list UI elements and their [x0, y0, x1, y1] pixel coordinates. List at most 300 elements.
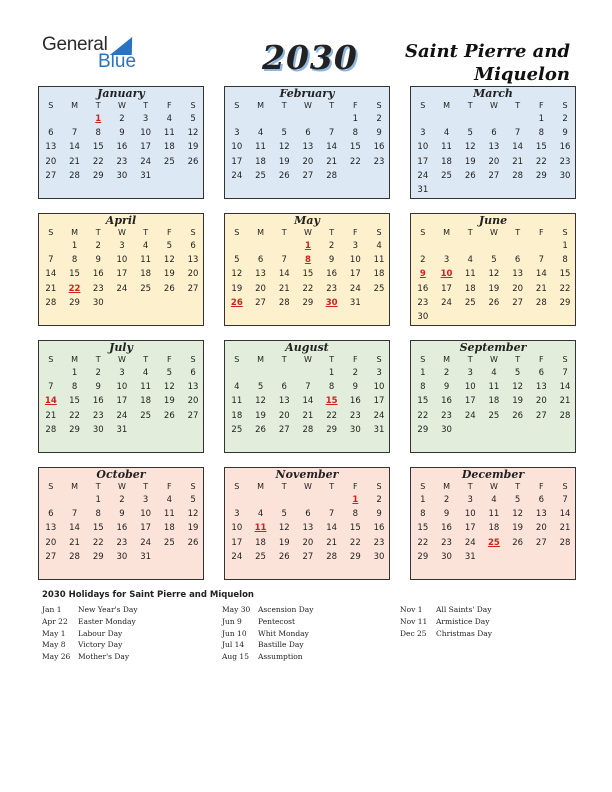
- day-cell: 24: [373, 410, 385, 421]
- day-cell: 27: [535, 537, 547, 548]
- month-title: January: [97, 87, 145, 100]
- holiday-day-cell: 1: [95, 114, 102, 124]
- day-cell: 17: [373, 396, 385, 407]
- holiday-date: May 1: [42, 628, 66, 638]
- day-cell: 9: [562, 128, 568, 139]
- day-cell: 28: [69, 551, 80, 562]
- holiday-name: All Saints' Day: [436, 605, 492, 614]
- day-cell: 6: [514, 255, 521, 266]
- day-cell: 29: [92, 551, 104, 562]
- day-cell: 24: [441, 297, 452, 308]
- weekday-header: W: [489, 355, 498, 364]
- day-cell: 27: [45, 170, 57, 181]
- day-cell: 2: [328, 241, 335, 251]
- day-cell: 23: [373, 156, 385, 167]
- day-cell: 11: [140, 382, 152, 393]
- weekday-header: S: [234, 355, 240, 364]
- day-cell: 8: [95, 128, 101, 139]
- weekday-header: T: [515, 355, 521, 364]
- day-cell: 20: [255, 283, 266, 294]
- day-cell: 10: [140, 128, 152, 139]
- day-cell: 31: [116, 424, 128, 435]
- day-cell: 26: [512, 410, 524, 421]
- holiday-day-cell: 1: [352, 495, 359, 505]
- day-cell: 8: [538, 128, 545, 139]
- day-cell: 4: [467, 255, 473, 266]
- day-cell: 29: [417, 551, 429, 562]
- day-cell: 17: [140, 142, 152, 153]
- day-cell: 26: [512, 537, 524, 548]
- day-cell: 18: [464, 283, 476, 294]
- month-july: [38, 340, 204, 453]
- weekday-header: S: [562, 228, 568, 237]
- month-title: October: [96, 468, 146, 481]
- day-cell: 28: [326, 170, 338, 181]
- holiday-row: [400, 616, 492, 628]
- day-cell: 28: [559, 410, 571, 421]
- day-cell: 17: [140, 523, 152, 534]
- weekday-header: F: [539, 101, 544, 110]
- day-cell: 13: [187, 382, 199, 393]
- day-cell: 17: [116, 269, 128, 280]
- day-cell: 13: [302, 142, 314, 153]
- day-cell: 8: [562, 255, 568, 266]
- weekday-header: S: [376, 482, 382, 491]
- day-cell: 23: [116, 537, 128, 548]
- day-cell: 23: [92, 283, 104, 294]
- day-cell: 19: [278, 156, 290, 167]
- day-cell: 12: [231, 269, 243, 280]
- day-cell: 23: [441, 410, 452, 421]
- weekday-header: W: [303, 482, 312, 491]
- day-cell: 5: [166, 241, 173, 251]
- day-cell: 24: [349, 283, 361, 294]
- day-cell: 21: [559, 523, 571, 534]
- month-title: February: [279, 87, 335, 100]
- day-cell: 1: [71, 368, 78, 378]
- holiday-date: Jul 14: [222, 640, 245, 650]
- day-cell: 24: [140, 537, 152, 548]
- day-cell: 4: [443, 128, 450, 139]
- day-cell: 9: [443, 382, 450, 393]
- holiday-name: Victory Day: [78, 640, 123, 650]
- day-cell: 4: [166, 114, 173, 124]
- day-cell: 25: [231, 424, 243, 435]
- day-cell: 19: [278, 537, 290, 548]
- country-title: Saint Pierre and Miquelon: [404, 41, 570, 85]
- day-cell: 27: [187, 283, 199, 294]
- day-cell: 5: [491, 255, 497, 266]
- day-cell: 19: [163, 269, 175, 280]
- day-cell: 2: [376, 114, 382, 124]
- day-cell: 13: [45, 523, 57, 534]
- day-cell: 18: [441, 156, 452, 167]
- weekday-header: S: [48, 482, 54, 491]
- day-cell: 29: [417, 424, 429, 435]
- day-cell: 30: [349, 424, 361, 435]
- holiday-row: [400, 628, 492, 640]
- weekday-header: T: [95, 355, 101, 364]
- weekday-header: T: [467, 228, 473, 237]
- weekday-header: T: [143, 228, 149, 237]
- month-title: August: [285, 341, 329, 354]
- holiday-name: Armistice Day: [436, 616, 490, 626]
- weekday-header: M: [71, 482, 78, 491]
- day-cell: 18: [255, 537, 266, 548]
- day-cell: 16: [441, 396, 452, 407]
- day-cell: 4: [257, 509, 264, 520]
- day-cell: 30: [441, 551, 452, 562]
- day-cell: 12: [278, 523, 290, 534]
- holiday-row: [222, 604, 313, 616]
- weekday-header: S: [420, 482, 426, 491]
- day-cell: 23: [373, 537, 385, 548]
- day-cell: 8: [420, 509, 426, 520]
- holiday-date: Dec 25: [400, 628, 427, 638]
- day-cell: 6: [491, 128, 497, 139]
- day-cell: 28: [45, 297, 57, 308]
- day-cell: 26: [488, 297, 500, 308]
- day-cell: 30: [559, 170, 571, 181]
- weekday-header: S: [190, 101, 196, 110]
- day-cell: 17: [349, 269, 361, 280]
- day-cell: 6: [48, 509, 54, 520]
- day-cell: 9: [352, 382, 359, 393]
- day-cell: 16: [92, 269, 104, 280]
- day-cell: 22: [302, 283, 314, 294]
- day-cell: 6: [305, 509, 311, 520]
- day-cell: 9: [443, 509, 450, 520]
- holiday-row: [42, 616, 138, 628]
- day-cell: 2: [95, 368, 101, 378]
- day-cell: 18: [140, 396, 152, 407]
- day-cell: 6: [257, 255, 264, 266]
- weekday-header: T: [467, 101, 473, 110]
- weekday-header: F: [167, 101, 172, 110]
- day-cell: 19: [512, 396, 524, 407]
- day-cell: 6: [190, 368, 196, 378]
- day-cell: 21: [302, 410, 314, 421]
- day-cell: 14: [559, 509, 571, 520]
- day-cell: 14: [69, 523, 80, 534]
- day-cell: 6: [48, 128, 54, 139]
- day-cell: 31: [349, 297, 361, 308]
- day-cell: 18: [488, 523, 500, 534]
- holiday-name: Easter Monday: [78, 616, 136, 626]
- weekday-header: F: [353, 101, 358, 110]
- weekday-header: S: [48, 355, 54, 364]
- day-cell: 13: [488, 142, 500, 153]
- holiday-date: May 8: [42, 640, 66, 650]
- holiday-name: Assumption: [258, 652, 303, 662]
- weekday-header: T: [95, 228, 101, 237]
- weekday-header: T: [329, 228, 335, 237]
- day-cell: 3: [443, 255, 450, 266]
- holiday-name: Labour Day: [78, 628, 123, 638]
- day-cell: 2: [443, 495, 450, 505]
- weekday-header: F: [539, 482, 544, 491]
- day-cell: 15: [69, 269, 80, 280]
- weekday-header: F: [167, 482, 172, 491]
- holiday-date: Apr 22: [42, 616, 68, 626]
- day-cell: 1: [562, 241, 568, 251]
- day-cell: 3: [420, 128, 426, 139]
- day-cell: 16: [441, 523, 452, 534]
- holiday-date: Jun 10: [222, 628, 247, 638]
- weekday-header: F: [353, 228, 358, 237]
- day-cell: 12: [464, 142, 476, 153]
- day-cell: 2: [95, 241, 101, 251]
- day-cell: 29: [349, 551, 361, 562]
- calendar-year: 2030: [262, 38, 358, 77]
- logo-blue-text: Blue: [98, 51, 137, 72]
- day-cell: 15: [69, 396, 80, 407]
- weekday-header: M: [443, 228, 450, 237]
- day-cell: 2: [119, 114, 125, 124]
- day-cell: 28: [512, 170, 524, 181]
- day-cell: 25: [163, 156, 175, 167]
- day-cell: 6: [305, 128, 311, 139]
- holiday-date: Aug 15: [222, 652, 249, 662]
- day-cell: 23: [559, 156, 571, 167]
- weekday-header: F: [353, 482, 358, 491]
- weekday-header: S: [420, 228, 426, 237]
- weekday-header: F: [167, 228, 172, 237]
- day-cell: 18: [163, 523, 175, 534]
- day-cell: 16: [326, 269, 338, 280]
- holiday-day-cell: 26: [230, 297, 243, 308]
- day-cell: 31: [417, 185, 429, 195]
- day-cell: 12: [512, 509, 524, 520]
- month-december: [410, 467, 576, 580]
- day-cell: 9: [95, 255, 101, 266]
- day-cell: 25: [163, 537, 175, 548]
- day-cell: 25: [255, 551, 266, 562]
- day-cell: 18: [255, 156, 266, 167]
- day-cell: 7: [538, 255, 545, 266]
- day-cell: 20: [488, 156, 500, 167]
- day-cell: 30: [116, 551, 128, 562]
- day-cell: 15: [349, 142, 361, 153]
- weekday-header: T: [281, 355, 287, 364]
- month-title: November: [275, 468, 339, 481]
- day-cell: 8: [328, 382, 335, 393]
- day-cell: 11: [441, 142, 452, 153]
- day-cell: 19: [187, 142, 199, 153]
- day-cell: 23: [116, 156, 128, 167]
- day-cell: 25: [373, 283, 385, 294]
- holiday-row: [400, 604, 492, 616]
- day-cell: 8: [95, 509, 101, 520]
- day-cell: 5: [281, 128, 287, 139]
- weekday-header: T: [329, 482, 335, 491]
- day-cell: 18: [231, 410, 243, 421]
- day-cell: 3: [119, 368, 125, 378]
- weekday-header: M: [71, 228, 78, 237]
- day-cell: 5: [190, 495, 196, 505]
- day-cell: 19: [187, 523, 199, 534]
- day-cell: 4: [491, 368, 497, 378]
- day-cell: 30: [373, 551, 385, 562]
- weekday-header: T: [281, 228, 287, 237]
- day-cell: 10: [464, 509, 476, 520]
- day-cell: 14: [278, 269, 290, 280]
- weekday-header: W: [117, 101, 126, 110]
- day-cell: 15: [349, 523, 361, 534]
- day-cell: 30: [417, 312, 429, 322]
- holiday-day-cell: 10: [440, 269, 453, 280]
- holiday-row: [42, 604, 138, 616]
- day-cell: 19: [231, 283, 243, 294]
- day-cell: 26: [163, 283, 175, 294]
- day-cell: 8: [420, 382, 426, 393]
- day-cell: 31: [140, 170, 152, 181]
- holiday-date: May 26: [42, 652, 71, 662]
- day-cell: 7: [305, 382, 311, 393]
- day-cell: 28: [45, 424, 57, 435]
- day-cell: 13: [512, 269, 524, 280]
- holiday-date: Jan 1: [42, 605, 62, 614]
- day-cell: 2: [443, 368, 450, 378]
- day-cell: 22: [417, 410, 429, 421]
- day-cell: 1: [328, 368, 335, 378]
- holiday-row: [222, 639, 313, 651]
- day-cell: 21: [559, 396, 571, 407]
- day-cell: 17: [441, 283, 452, 294]
- holidays-title: 2030 Holidays for Saint Pierre and Miquelon: [42, 590, 254, 600]
- day-cell: 3: [234, 128, 240, 139]
- day-cell: 16: [349, 396, 361, 407]
- weekday-header: S: [234, 101, 240, 110]
- day-cell: 27: [535, 410, 547, 421]
- day-cell: 15: [417, 523, 429, 534]
- day-cell: 5: [467, 128, 473, 139]
- holiday-day-cell: 22: [68, 283, 81, 294]
- month-september: [410, 340, 576, 453]
- day-cell: 6: [190, 241, 196, 251]
- holiday-date: May 30: [222, 605, 251, 614]
- day-cell: 7: [328, 128, 335, 139]
- holiday-column: [400, 604, 492, 639]
- month-june: [410, 213, 576, 326]
- holiday-day-cell: 15: [325, 396, 338, 407]
- day-cell: 21: [69, 537, 80, 548]
- weekday-header: T: [515, 228, 521, 237]
- day-cell: 22: [92, 537, 104, 548]
- weekday-header: S: [48, 228, 54, 237]
- day-cell: 20: [187, 269, 199, 280]
- day-cell: 28: [302, 424, 314, 435]
- day-cell: 9: [328, 255, 335, 266]
- day-cell: 27: [302, 170, 314, 181]
- day-cell: 10: [140, 509, 152, 520]
- day-cell: 28: [278, 297, 290, 308]
- day-cell: 18: [488, 396, 500, 407]
- day-cell: 3: [142, 495, 149, 505]
- day-cell: 10: [349, 255, 361, 266]
- day-cell: 21: [512, 156, 524, 167]
- weekday-header: T: [143, 101, 149, 110]
- day-cell: 2: [420, 255, 426, 266]
- day-cell: 30: [92, 297, 104, 308]
- day-cell: 28: [69, 170, 80, 181]
- day-cell: 14: [69, 142, 80, 153]
- holiday-row: [42, 628, 138, 640]
- day-cell: 20: [535, 396, 547, 407]
- day-cell: 12: [163, 255, 175, 266]
- holiday-date: Nov 11: [400, 616, 428, 626]
- month-march: [410, 86, 576, 199]
- day-cell: 22: [559, 283, 571, 294]
- day-cell: 8: [352, 128, 359, 139]
- day-cell: 31: [140, 551, 152, 562]
- holiday-day-cell: 30: [325, 297, 338, 308]
- day-cell: 10: [417, 142, 429, 153]
- month-january: [38, 86, 204, 199]
- day-cell: 23: [349, 410, 361, 421]
- day-cell: 7: [48, 255, 54, 266]
- day-cell: 7: [562, 368, 568, 378]
- day-cell: 26: [278, 170, 290, 181]
- month-title: May: [294, 214, 320, 227]
- weekday-header: W: [117, 355, 126, 364]
- day-cell: 24: [116, 410, 128, 421]
- day-cell: 21: [45, 283, 57, 294]
- day-cell: 12: [163, 382, 175, 393]
- day-cell: 16: [373, 523, 385, 534]
- weekday-header: W: [117, 228, 126, 237]
- day-cell: 16: [116, 142, 128, 153]
- day-cell: 1: [71, 241, 78, 251]
- holiday-day-cell: 11: [254, 523, 267, 534]
- day-cell: 6: [538, 368, 545, 378]
- day-cell: 27: [255, 297, 266, 308]
- day-cell: 8: [71, 382, 78, 393]
- weekday-header: W: [489, 482, 498, 491]
- day-cell: 7: [328, 509, 335, 520]
- weekday-header: S: [562, 482, 568, 491]
- day-cell: 3: [142, 114, 149, 124]
- day-cell: 21: [326, 537, 338, 548]
- day-cell: 29: [92, 170, 104, 181]
- weekday-header: F: [167, 355, 172, 364]
- day-cell: 26: [464, 170, 476, 181]
- day-cell: 15: [92, 523, 104, 534]
- day-cell: 20: [512, 283, 524, 294]
- month-october: [38, 467, 204, 580]
- holiday-day-cell: 25: [488, 537, 500, 548]
- day-cell: 16: [116, 523, 128, 534]
- holiday-name: Christmas Day: [436, 628, 492, 638]
- weekday-header: T: [281, 101, 287, 110]
- weekday-header: F: [353, 355, 358, 364]
- day-cell: 18: [373, 269, 385, 280]
- day-cell: 10: [231, 523, 243, 534]
- day-cell: 21: [278, 283, 290, 294]
- day-cell: 12: [255, 396, 266, 407]
- day-cell: 13: [45, 142, 57, 153]
- day-cell: 27: [45, 551, 57, 562]
- day-cell: 21: [326, 156, 338, 167]
- holiday-day-cell: 14: [44, 396, 57, 407]
- day-cell: 24: [231, 551, 243, 562]
- weekday-header: S: [376, 355, 382, 364]
- day-cell: 15: [92, 142, 104, 153]
- weekday-header: W: [303, 101, 312, 110]
- day-cell: 24: [116, 283, 128, 294]
- day-cell: 26: [255, 424, 266, 435]
- day-cell: 29: [69, 424, 80, 435]
